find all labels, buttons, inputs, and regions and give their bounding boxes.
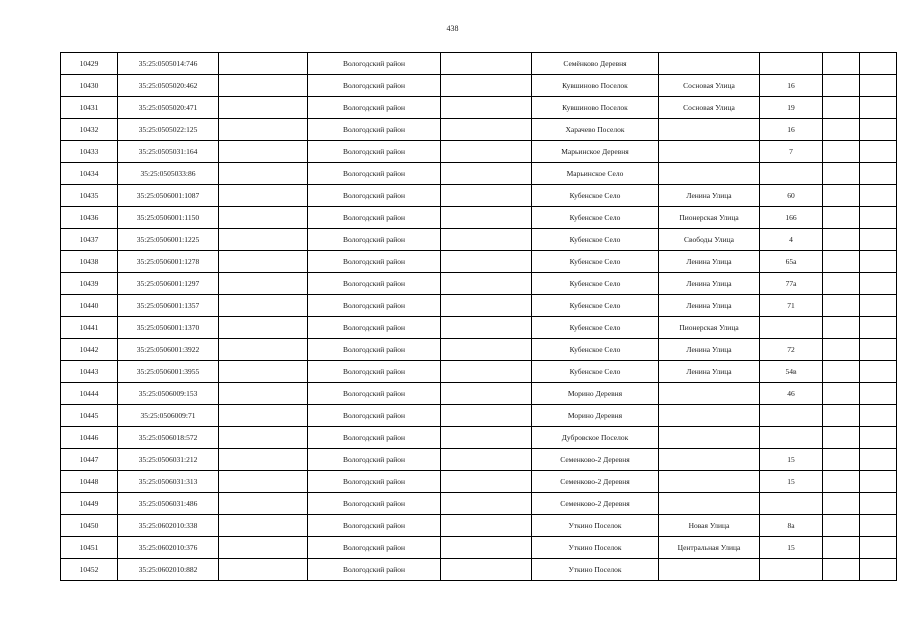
cell-blank2 xyxy=(441,405,532,427)
cell-locality: Морино Деревня xyxy=(532,405,659,427)
cell-street: Ленина Улица xyxy=(659,251,760,273)
cell-blank3 xyxy=(823,449,860,471)
cell-street: Ленина Улица xyxy=(659,339,760,361)
cell-locality: Семенково-2 Деревня xyxy=(532,471,659,493)
cell-blank2 xyxy=(441,449,532,471)
cell-region: Вологодский район xyxy=(308,141,441,163)
cell-locality: Марьинское Деревня xyxy=(532,141,659,163)
cell-cadastral-number: 35:25:0505014:746 xyxy=(118,53,219,75)
cell-blank1 xyxy=(219,53,308,75)
cell-house xyxy=(760,53,823,75)
cell-blank2 xyxy=(441,383,532,405)
cell-blank1 xyxy=(219,427,308,449)
cell-blank3 xyxy=(823,471,860,493)
cell-cadastral-number: 35:25:0506009:153 xyxy=(118,383,219,405)
cell-blank3 xyxy=(823,339,860,361)
registry-table-body xyxy=(61,53,897,581)
cell-blank1 xyxy=(219,559,308,581)
cell-blank4 xyxy=(860,295,897,317)
cell-blank4 xyxy=(860,471,897,493)
cell-house xyxy=(760,427,823,449)
table-row xyxy=(61,119,897,141)
cell-blank4 xyxy=(860,405,897,427)
table-row xyxy=(61,493,897,515)
cell-street xyxy=(659,427,760,449)
cell-region: Вологодский район xyxy=(308,119,441,141)
cell-blank2 xyxy=(441,229,532,251)
cell-locality: Кубенское Село xyxy=(532,317,659,339)
cell-blank3 xyxy=(823,427,860,449)
cell-house: 77а xyxy=(760,273,823,295)
cell-cadastral-number: 35:25:0506001:1297 xyxy=(118,273,219,295)
cell-id: 10441 xyxy=(61,317,118,339)
cell-blank1 xyxy=(219,449,308,471)
cell-id: 10439 xyxy=(61,273,118,295)
cell-blank4 xyxy=(860,75,897,97)
cell-cadastral-number: 35:25:0505031:164 xyxy=(118,141,219,163)
cell-id: 10451 xyxy=(61,537,118,559)
table-row xyxy=(61,405,897,427)
cell-locality: Уткино Поселок xyxy=(532,537,659,559)
cell-blank4 xyxy=(860,493,897,515)
registry-table-container xyxy=(60,52,846,581)
cell-blank1 xyxy=(219,251,308,273)
cell-blank1 xyxy=(219,537,308,559)
cell-region: Вологодский район xyxy=(308,427,441,449)
cell-locality: Харачево Поселок xyxy=(532,119,659,141)
table-row xyxy=(61,559,897,581)
cell-id: 10432 xyxy=(61,119,118,141)
cell-blank4 xyxy=(860,317,897,339)
cell-region: Вологодский район xyxy=(308,449,441,471)
cell-cadastral-number: 35:25:0506001:1150 xyxy=(118,207,219,229)
cell-id: 10452 xyxy=(61,559,118,581)
cell-blank2 xyxy=(441,427,532,449)
cell-region: Вологодский район xyxy=(308,97,441,119)
cell-house: 65а xyxy=(760,251,823,273)
cell-id: 10434 xyxy=(61,163,118,185)
cell-id: 10447 xyxy=(61,449,118,471)
cell-blank3 xyxy=(823,515,860,537)
cell-blank2 xyxy=(441,317,532,339)
cell-locality: Марьинское Село xyxy=(532,163,659,185)
cell-house: 4 xyxy=(760,229,823,251)
cell-blank4 xyxy=(860,427,897,449)
cell-cadastral-number: 35:25:0506009:71 xyxy=(118,405,219,427)
cell-blank3 xyxy=(823,493,860,515)
cell-street xyxy=(659,141,760,163)
cell-blank3 xyxy=(823,383,860,405)
cell-blank3 xyxy=(823,317,860,339)
cell-cadastral-number: 35:25:0506031:313 xyxy=(118,471,219,493)
cell-cadastral-number: 35:25:0505020:462 xyxy=(118,75,219,97)
cell-street xyxy=(659,119,760,141)
table-row xyxy=(61,251,897,273)
table-row xyxy=(61,53,897,75)
cell-blank3 xyxy=(823,75,860,97)
cell-street xyxy=(659,53,760,75)
cell-blank1 xyxy=(219,163,308,185)
cell-cadastral-number: 35:25:0506001:1357 xyxy=(118,295,219,317)
cell-locality: Кубенское Село xyxy=(532,273,659,295)
cell-street xyxy=(659,405,760,427)
cell-cadastral-number: 35:25:0506001:1225 xyxy=(118,229,219,251)
cell-id: 10445 xyxy=(61,405,118,427)
cell-region: Вологодский район xyxy=(308,493,441,515)
cell-blank2 xyxy=(441,493,532,515)
cell-cadastral-number: 35:25:0602010:882 xyxy=(118,559,219,581)
cell-region: Вологодский район xyxy=(308,405,441,427)
cell-id: 10444 xyxy=(61,383,118,405)
cell-blank1 xyxy=(219,361,308,383)
cell-region: Вологодский район xyxy=(308,75,441,97)
cell-blank1 xyxy=(219,339,308,361)
cell-region: Вологодский район xyxy=(308,361,441,383)
cell-id: 10435 xyxy=(61,185,118,207)
cell-id: 10449 xyxy=(61,493,118,515)
cell-blank2 xyxy=(441,119,532,141)
cell-street xyxy=(659,559,760,581)
cell-blank2 xyxy=(441,163,532,185)
cell-blank1 xyxy=(219,97,308,119)
cell-blank2 xyxy=(441,361,532,383)
cell-blank4 xyxy=(860,251,897,273)
cell-cadastral-number: 35:25:0602010:338 xyxy=(118,515,219,537)
table-row xyxy=(61,207,897,229)
cell-id: 10450 xyxy=(61,515,118,537)
cell-id: 10448 xyxy=(61,471,118,493)
cell-region: Вологодский район xyxy=(308,515,441,537)
cell-blank4 xyxy=(860,361,897,383)
cell-street xyxy=(659,449,760,471)
cell-house xyxy=(760,163,823,185)
cell-id: 10430 xyxy=(61,75,118,97)
cell-blank3 xyxy=(823,185,860,207)
cell-house: 16 xyxy=(760,75,823,97)
cell-house xyxy=(760,405,823,427)
cell-blank1 xyxy=(219,119,308,141)
cell-blank3 xyxy=(823,97,860,119)
cell-house: 19 xyxy=(760,97,823,119)
cell-street: Ленина Улица xyxy=(659,273,760,295)
cell-region: Вологодский район xyxy=(308,383,441,405)
cell-region: Вологодский район xyxy=(308,251,441,273)
cell-id: 10446 xyxy=(61,427,118,449)
cell-blank3 xyxy=(823,163,860,185)
cell-blank4 xyxy=(860,339,897,361)
cell-region: Вологодский район xyxy=(308,339,441,361)
cell-blank2 xyxy=(441,339,532,361)
cell-blank2 xyxy=(441,97,532,119)
cell-blank4 xyxy=(860,383,897,405)
cell-locality: Морино Деревня xyxy=(532,383,659,405)
cell-region: Вологодский район xyxy=(308,207,441,229)
cell-blank4 xyxy=(860,163,897,185)
cell-street xyxy=(659,383,760,405)
cell-house: 15 xyxy=(760,449,823,471)
registry-table xyxy=(60,52,897,581)
cell-blank3 xyxy=(823,207,860,229)
table-row xyxy=(61,185,897,207)
cell-id: 10442 xyxy=(61,339,118,361)
cell-blank1 xyxy=(219,295,308,317)
cell-blank2 xyxy=(441,207,532,229)
cell-blank4 xyxy=(860,141,897,163)
cell-locality: Кувшиново Поселок xyxy=(532,97,659,119)
cell-street xyxy=(659,471,760,493)
cell-blank2 xyxy=(441,471,532,493)
cell-blank2 xyxy=(441,53,532,75)
cell-blank1 xyxy=(219,141,308,163)
cell-locality: Кувшиново Поселок xyxy=(532,75,659,97)
cell-blank4 xyxy=(860,449,897,471)
cell-locality: Кубенское Село xyxy=(532,361,659,383)
cell-house: 54в xyxy=(760,361,823,383)
cell-cadastral-number: 35:25:0506031:486 xyxy=(118,493,219,515)
cell-blank2 xyxy=(441,537,532,559)
cell-street: Сосновая Улица xyxy=(659,97,760,119)
cell-blank3 xyxy=(823,53,860,75)
cell-blank3 xyxy=(823,141,860,163)
cell-blank2 xyxy=(441,251,532,273)
cell-street: Пионерская Улица xyxy=(659,207,760,229)
cell-street: Свободы Улица xyxy=(659,229,760,251)
cell-blank2 xyxy=(441,515,532,537)
cell-cadastral-number: 35:25:0506001:1278 xyxy=(118,251,219,273)
cell-region: Вологодский район xyxy=(308,295,441,317)
cell-region: Вологодский район xyxy=(308,273,441,295)
cell-id: 10438 xyxy=(61,251,118,273)
cell-locality: Кубенское Село xyxy=(532,185,659,207)
cell-blank1 xyxy=(219,185,308,207)
cell-blank3 xyxy=(823,229,860,251)
cell-house: 16 xyxy=(760,119,823,141)
cell-street: Сосновая Улица xyxy=(659,75,760,97)
cell-blank4 xyxy=(860,119,897,141)
cell-blank3 xyxy=(823,537,860,559)
cell-blank2 xyxy=(441,273,532,295)
cell-blank3 xyxy=(823,251,860,273)
cell-blank4 xyxy=(860,53,897,75)
cell-blank1 xyxy=(219,75,308,97)
cell-region: Вологодский район xyxy=(308,53,441,75)
cell-blank4 xyxy=(860,515,897,537)
cell-blank1 xyxy=(219,273,308,295)
page-number: 438 xyxy=(446,24,459,33)
cell-blank2 xyxy=(441,559,532,581)
cell-id: 10437 xyxy=(61,229,118,251)
table-row xyxy=(61,97,897,119)
cell-cadastral-number: 35:25:0505020:471 xyxy=(118,97,219,119)
table-row xyxy=(61,317,897,339)
cell-locality: Уткино Поселок xyxy=(532,515,659,537)
cell-blank2 xyxy=(441,295,532,317)
cell-blank3 xyxy=(823,361,860,383)
cell-house: 15 xyxy=(760,537,823,559)
cell-id: 10429 xyxy=(61,53,118,75)
cell-cadastral-number: 35:25:0602010:376 xyxy=(118,537,219,559)
cell-house: 46 xyxy=(760,383,823,405)
cell-id: 10440 xyxy=(61,295,118,317)
cell-locality: Кубенское Село xyxy=(532,295,659,317)
cell-cadastral-number: 35:25:0505033:86 xyxy=(118,163,219,185)
cell-house: 71 xyxy=(760,295,823,317)
table-row xyxy=(61,449,897,471)
cell-blank2 xyxy=(441,75,532,97)
cell-locality: Семенково-2 Деревня xyxy=(532,493,659,515)
cell-cadastral-number: 35:25:0506018:572 xyxy=(118,427,219,449)
cell-blank4 xyxy=(860,273,897,295)
cell-blank1 xyxy=(219,383,308,405)
cell-locality: Кубенское Село xyxy=(532,339,659,361)
cell-id: 10431 xyxy=(61,97,118,119)
cell-blank2 xyxy=(441,185,532,207)
cell-street xyxy=(659,493,760,515)
cell-blank4 xyxy=(860,537,897,559)
cell-blank1 xyxy=(219,405,308,427)
cell-blank1 xyxy=(219,207,308,229)
cell-id: 10433 xyxy=(61,141,118,163)
table-row xyxy=(61,229,897,251)
cell-locality: Кубенское Село xyxy=(532,207,659,229)
table-row xyxy=(61,273,897,295)
cell-locality: Кубенское Село xyxy=(532,251,659,273)
cell-region: Вологодский район xyxy=(308,229,441,251)
cell-street: Ленина Улица xyxy=(659,295,760,317)
cell-blank3 xyxy=(823,559,860,581)
cell-region: Вологодский район xyxy=(308,317,441,339)
cell-house: 72 xyxy=(760,339,823,361)
cell-blank4 xyxy=(860,185,897,207)
cell-blank1 xyxy=(219,493,308,515)
cell-blank3 xyxy=(823,119,860,141)
cell-cadastral-number: 35:25:0506031:212 xyxy=(118,449,219,471)
cell-cadastral-number: 35:25:0506001:3955 xyxy=(118,361,219,383)
cell-blank4 xyxy=(860,97,897,119)
cell-blank4 xyxy=(860,229,897,251)
table-row xyxy=(61,141,897,163)
cell-street: Ленина Улица xyxy=(659,361,760,383)
table-row xyxy=(61,537,897,559)
cell-id: 10443 xyxy=(61,361,118,383)
cell-blank1 xyxy=(219,471,308,493)
cell-locality: Семенково-2 Деревня xyxy=(532,449,659,471)
cell-house xyxy=(760,559,823,581)
cell-street: Пионерская Улица xyxy=(659,317,760,339)
cell-cadastral-number: 35:25:0506001:1087 xyxy=(118,185,219,207)
table-row xyxy=(61,75,897,97)
cell-house: 15 xyxy=(760,471,823,493)
cell-blank3 xyxy=(823,273,860,295)
cell-blank3 xyxy=(823,405,860,427)
cell-house xyxy=(760,493,823,515)
cell-region: Вологодский район xyxy=(308,185,441,207)
cell-blank1 xyxy=(219,515,308,537)
cell-street xyxy=(659,163,760,185)
table-row xyxy=(61,163,897,185)
cell-street: Новая Улица xyxy=(659,515,760,537)
cell-id: 10436 xyxy=(61,207,118,229)
cell-blank2 xyxy=(441,141,532,163)
cell-blank4 xyxy=(860,559,897,581)
cell-locality: Дубровское Поселок xyxy=(532,427,659,449)
cell-blank1 xyxy=(219,229,308,251)
cell-house: 166 xyxy=(760,207,823,229)
cell-house xyxy=(760,317,823,339)
cell-blank3 xyxy=(823,295,860,317)
cell-house: 60 xyxy=(760,185,823,207)
cell-blank4 xyxy=(860,207,897,229)
table-row xyxy=(61,339,897,361)
cell-blank1 xyxy=(219,317,308,339)
cell-locality: Семёнково Деревня xyxy=(532,53,659,75)
cell-region: Вологодский район xyxy=(308,559,441,581)
cell-cadastral-number: 35:25:0506001:3922 xyxy=(118,339,219,361)
cell-locality: Уткино Поселок xyxy=(532,559,659,581)
cell-region: Вологодский район xyxy=(308,537,441,559)
table-row xyxy=(61,515,897,537)
table-row xyxy=(61,427,897,449)
cell-house: 8а xyxy=(760,515,823,537)
cell-region: Вологодский район xyxy=(308,471,441,493)
cell-cadastral-number: 35:25:0506001:1370 xyxy=(118,317,219,339)
table-row xyxy=(61,361,897,383)
cell-cadastral-number: 35:25:0505022:125 xyxy=(118,119,219,141)
cell-street: Центральная Улица xyxy=(659,537,760,559)
table-row xyxy=(61,295,897,317)
cell-region: Вологодский район xyxy=(308,163,441,185)
cell-house: 7 xyxy=(760,141,823,163)
cell-street: Ленина Улица xyxy=(659,185,760,207)
table-row xyxy=(61,471,897,493)
table-row xyxy=(61,383,897,405)
cell-locality: Кубенское Село xyxy=(532,229,659,251)
